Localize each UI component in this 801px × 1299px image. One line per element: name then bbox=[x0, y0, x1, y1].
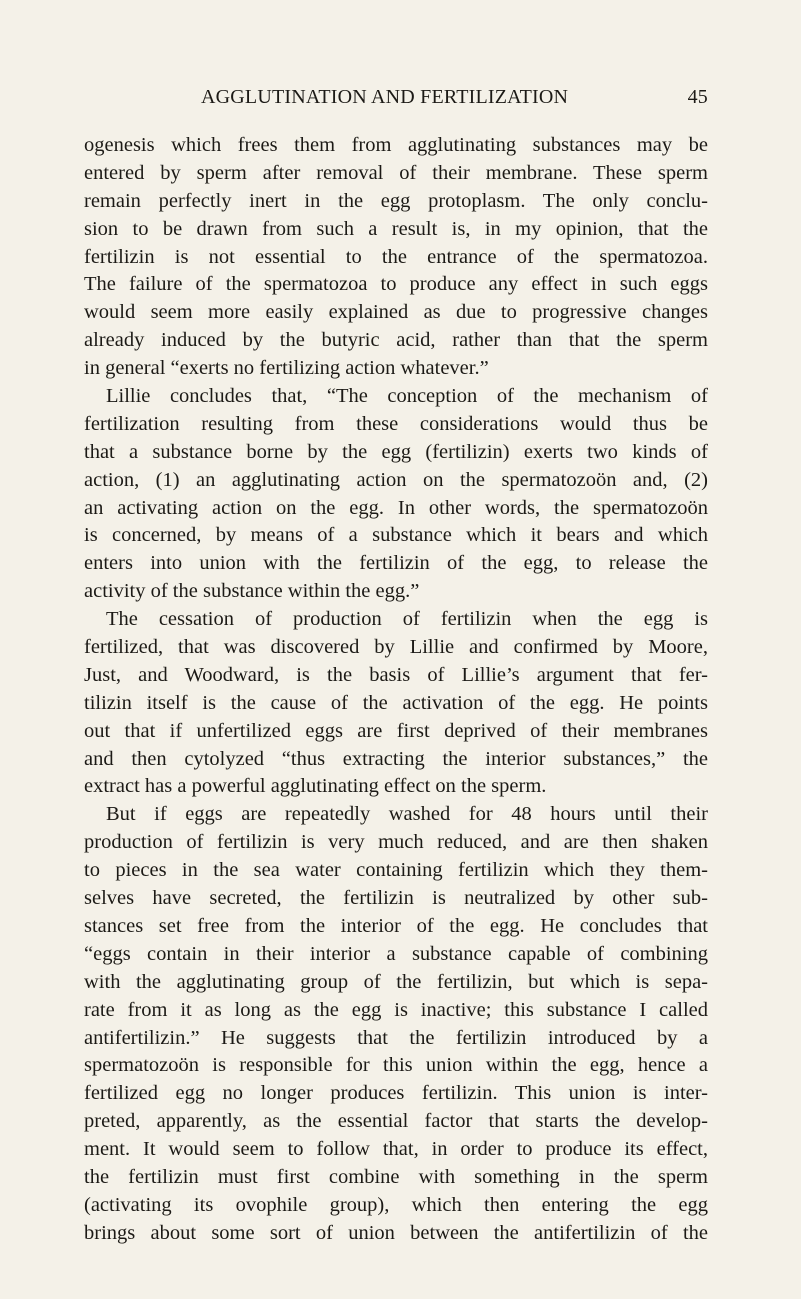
text-line: The cessation of production of fertilizin when the egg is bbox=[106, 608, 708, 631]
text-line: and then cytolyzed “thus extracting the interior substances,” the bbox=[84, 747, 708, 770]
text-line: is concerned, by means of a substance which it bears and which bbox=[84, 524, 708, 547]
running-title: AGGLUTINATION AND FERTILIZATION bbox=[201, 86, 569, 108]
text-line: that a substance borne by the egg (fertilizin) exerts two kinds of bbox=[84, 440, 708, 463]
text-line: antifertilizin.” He suggests that the fertilizin introduced by a bbox=[84, 1026, 708, 1049]
text-line: brings about some sort of union between the antifertilizin of the bbox=[84, 1221, 708, 1244]
text-line: the fertilizin must first combine with something in the sperm bbox=[84, 1165, 708, 1188]
text-line: rate from it as long as the egg is inactive; this substance I called bbox=[84, 998, 708, 1021]
text-line: selves have secreted, the fertilizin is neutralized by other sub- bbox=[84, 887, 708, 910]
text-line: ogenesis which frees them from agglutinating substances may be bbox=[84, 134, 708, 156]
text-line: in general “exerts no fertilizing action whatever.” bbox=[84, 357, 489, 380]
text-line: preted, apparently, as the essential factor that starts the develop- bbox=[84, 1110, 708, 1133]
text-line: already induced by the butyric acid, rather than that the sperm bbox=[84, 329, 708, 352]
text-line: production of fertilizin is very much reduced, and are then shaken bbox=[84, 831, 708, 854]
text-line: ment. It would seem to follow that, in order to produce its effect, bbox=[84, 1138, 708, 1161]
text-line: (activating its ovophile group), which then entering the egg bbox=[84, 1193, 708, 1216]
text-line: action, (1) an agglutinating action on the spermatozoön and, (2) bbox=[84, 468, 708, 491]
text-line: would seem more easily explained as due to progressive changes bbox=[84, 301, 708, 324]
text-line: with the agglutinating group of the fertilizin, but which is sepa- bbox=[84, 970, 708, 993]
text-line: The failure of the spermatozoa to produce any effect in such eggs bbox=[84, 273, 708, 296]
text-line: fertilizin is not essential to the entrance of the spermatozoa. bbox=[84, 245, 708, 268]
text-line: Just, and Woodward, is the basis of Lillie’s argument that fer- bbox=[84, 663, 708, 686]
body-text bbox=[84, 132, 708, 1248]
page-number: 45 bbox=[687, 86, 708, 108]
text-line: entered by sperm after removal of their membrane. These sperm bbox=[84, 161, 708, 184]
text-line: sion to be drawn from such a result is, in my opinion, that the bbox=[84, 217, 708, 240]
text-line: an activating action on the egg. In other words, the spermatozoön bbox=[84, 496, 708, 519]
running-head bbox=[84, 86, 708, 116]
text-line: Lillie concludes that, “The conception of the mechanism of bbox=[106, 385, 708, 408]
text-line: out that if unfertilized eggs are first deprived of their membranes bbox=[84, 719, 708, 742]
text-line: spermatozoön is responsible for this union within the egg, hence a bbox=[84, 1054, 708, 1077]
text-line: fertilized, that was discovered by Lillie and confirmed by Moore, bbox=[84, 636, 708, 659]
text-line: stances set free from the interior of the egg. He concludes that bbox=[84, 914, 708, 937]
text-line: enters into union with the fertilizin of the egg, to release the bbox=[84, 552, 708, 575]
text-line: fertilization resulting from these considerations would thus be bbox=[84, 412, 708, 435]
text-line: fertilized egg no longer produces fertilizin. This union is inter- bbox=[84, 1082, 708, 1105]
text-line: activity of the substance within the egg.” bbox=[84, 580, 420, 603]
text-line: But if eggs are repeatedly washed for 48 hours until their bbox=[106, 803, 708, 826]
text-line: to pieces in the sea water containing fertilizin which they them- bbox=[84, 859, 708, 882]
text-line: extract has a powerful agglutinating effect on the sperm. bbox=[84, 775, 547, 798]
text-line: tilizin itself is the cause of the activation of the egg. He points bbox=[84, 691, 708, 714]
text-line: remain perfectly inert in the egg protoplasm. The only conclu- bbox=[84, 189, 708, 212]
text-line: “eggs contain in their interior a substance capable of combining bbox=[84, 942, 708, 965]
